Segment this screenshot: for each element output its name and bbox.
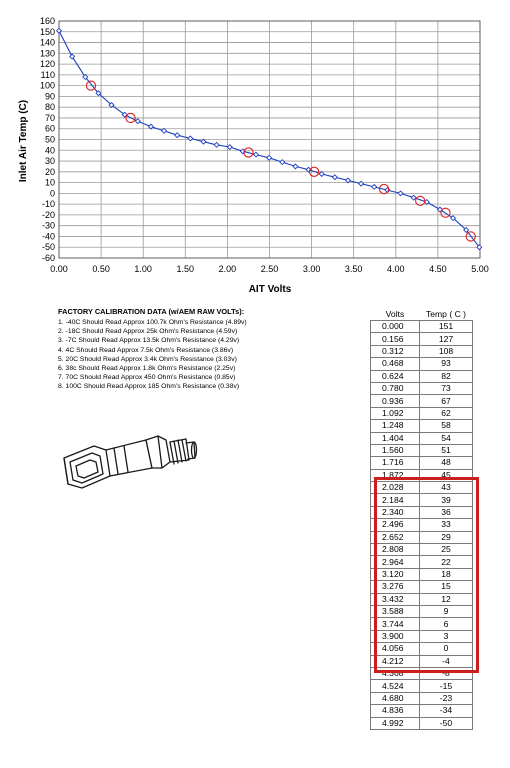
volts-cell: 1.560 bbox=[371, 444, 420, 456]
table-row bbox=[371, 717, 473, 729]
data-point bbox=[149, 124, 154, 129]
y-tick-label: 110 bbox=[40, 69, 55, 80]
table-row bbox=[371, 382, 473, 394]
temp-cell: 33 bbox=[420, 519, 473, 531]
data-point bbox=[332, 175, 337, 180]
volts-cell: 3.432 bbox=[371, 593, 420, 605]
temp-cell: 9 bbox=[420, 605, 473, 617]
calibration-notes bbox=[58, 307, 358, 392]
temp-cell: 39 bbox=[420, 494, 473, 506]
volts-cell: 4.992 bbox=[371, 717, 420, 729]
temp-cell: 6 bbox=[420, 618, 473, 630]
x-tick-label: 3.50 bbox=[344, 264, 363, 274]
volts-cell: 3.900 bbox=[371, 630, 420, 642]
temp-cell: 43 bbox=[420, 482, 473, 494]
volts-cell: 1.716 bbox=[371, 457, 420, 469]
y-tick-label: 80 bbox=[44, 102, 55, 113]
y-tick-label: -50 bbox=[41, 242, 55, 253]
data-point bbox=[267, 155, 272, 160]
volts-cell: 3.744 bbox=[371, 618, 420, 630]
table-row bbox=[371, 407, 473, 419]
temp-cell: -23 bbox=[420, 692, 473, 704]
table-row bbox=[371, 705, 473, 717]
y-tick-label: 30 bbox=[44, 156, 55, 167]
temp-cell: 108 bbox=[420, 345, 473, 357]
y-tick-label: -40 bbox=[41, 231, 55, 242]
y-axis-label: Inlet Air Temp (C) bbox=[18, 99, 29, 183]
temp-cell: -50 bbox=[420, 717, 473, 729]
data-point bbox=[162, 128, 167, 133]
volts-cell: 3.120 bbox=[371, 568, 420, 580]
volts-cell: 2.964 bbox=[371, 556, 420, 568]
temp-cell: 45 bbox=[420, 469, 473, 481]
temp-cell: -4 bbox=[420, 655, 473, 667]
ait-chart bbox=[0, 0, 510, 300]
sensor-illustration bbox=[54, 428, 199, 508]
table-row bbox=[371, 692, 473, 704]
temp-cell: 62 bbox=[420, 407, 473, 419]
x-axis-label: AIT Volts bbox=[248, 284, 292, 295]
table-header-row bbox=[371, 309, 473, 321]
temp-cell: 18 bbox=[420, 568, 473, 580]
temp-cell: -8 bbox=[420, 667, 473, 679]
x-tick-label: 2.00 bbox=[218, 264, 237, 274]
data-point bbox=[293, 164, 298, 169]
volts-cell: 4.680 bbox=[371, 692, 420, 704]
y-tick-label: 40 bbox=[44, 145, 55, 156]
table-row bbox=[371, 457, 473, 469]
x-tick-label: 0.00 bbox=[50, 264, 68, 274]
y-tick-label: 10 bbox=[44, 177, 55, 188]
table-row bbox=[371, 395, 473, 407]
calibration-line: 2. -18C Should Read Approx 25k Ohm's Resistance (4.59v) bbox=[58, 328, 238, 336]
temp-cell: 48 bbox=[420, 457, 473, 469]
calibration-line: 5. 20C Should Read Approx 3.4k Ohm's Resistance (3.03v) bbox=[58, 355, 237, 363]
volts-cell: 1.872 bbox=[371, 469, 420, 481]
temp-cell: 73 bbox=[420, 382, 473, 394]
table-row bbox=[371, 420, 473, 432]
temp-cell: 151 bbox=[420, 321, 473, 333]
x-tick-label: 1.50 bbox=[176, 264, 195, 274]
table-row bbox=[371, 370, 473, 382]
table-row bbox=[371, 358, 473, 370]
volts-cell: 0.780 bbox=[371, 382, 420, 394]
header-temp: Temp ( C ) bbox=[425, 309, 467, 319]
header-volts: Volts bbox=[385, 309, 405, 319]
temp-cell: 22 bbox=[420, 556, 473, 568]
y-tick-label: 20 bbox=[44, 166, 55, 177]
highlight-box bbox=[374, 477, 479, 673]
volts-cell: 1.092 bbox=[371, 407, 420, 419]
volts-cell: 2.808 bbox=[371, 544, 420, 556]
volts-cell: 1.404 bbox=[371, 432, 420, 444]
y-tick-label: 100 bbox=[39, 80, 55, 91]
y-tick-label: -20 bbox=[41, 209, 55, 220]
volts-cell: 2.652 bbox=[371, 531, 420, 543]
volts-cell: 4.368 bbox=[371, 667, 420, 679]
x-tick-label: 4.50 bbox=[429, 264, 447, 274]
volts-cell: 0.468 bbox=[371, 358, 420, 370]
volts-cell: 0.000 bbox=[371, 321, 420, 333]
y-tick-label: 50 bbox=[44, 134, 55, 145]
data-point bbox=[398, 191, 403, 196]
temp-cell: 29 bbox=[420, 531, 473, 543]
volts-cell: 2.340 bbox=[371, 506, 420, 518]
volts-cell: 0.312 bbox=[371, 345, 420, 357]
temp-cell: 12 bbox=[420, 593, 473, 605]
data-point bbox=[57, 28, 62, 33]
temp-cell: 67 bbox=[420, 395, 473, 407]
calibration-title: FACTORY CALIBRATION DATA (w/AEM RAW VOLTs): bbox=[58, 307, 245, 316]
x-tick-label: 5.00 bbox=[471, 264, 489, 274]
data-point bbox=[280, 160, 285, 165]
calibration-line: 8. 100C Should Read Approx 185 Ohm's Resistance (0.38v) bbox=[58, 383, 240, 391]
volts-cell: 2.496 bbox=[371, 519, 420, 531]
temp-cell: 51 bbox=[420, 444, 473, 456]
volts-cell: 2.028 bbox=[371, 482, 420, 494]
data-point bbox=[188, 136, 193, 141]
volts-cell: 1.248 bbox=[371, 420, 420, 432]
y-tick-label: 0 bbox=[49, 188, 55, 199]
table-row bbox=[371, 321, 473, 333]
volts-cell: 0.156 bbox=[371, 333, 420, 345]
y-tick-labels bbox=[40, 16, 55, 263]
data-point bbox=[201, 139, 206, 144]
temp-cell: 127 bbox=[420, 333, 473, 345]
temp-cell: 58 bbox=[420, 420, 473, 432]
y-tick-label: 60 bbox=[44, 123, 55, 134]
temp-cell: 3 bbox=[420, 630, 473, 642]
x-tick-label: 1.00 bbox=[134, 264, 152, 274]
x-tick-label: 2.50 bbox=[260, 264, 279, 274]
chart-grid bbox=[59, 21, 480, 258]
volts-cell: 0.936 bbox=[371, 395, 420, 407]
calibration-line: 7. 70C Should Read Approx 450 Ohm's Resistance (0.85v) bbox=[58, 374, 236, 382]
temp-cell: 82 bbox=[420, 370, 473, 382]
temp-cell: 15 bbox=[420, 581, 473, 593]
table-row bbox=[371, 345, 473, 357]
y-tick-label: 140 bbox=[39, 37, 55, 48]
temp-cell: 93 bbox=[420, 358, 473, 370]
volts-cell: 0.624 bbox=[371, 370, 420, 382]
y-tick-label: -30 bbox=[41, 220, 55, 231]
x-tick-labels bbox=[50, 264, 489, 274]
volts-cell: 4.524 bbox=[371, 680, 420, 692]
y-tick-label: 160 bbox=[39, 16, 55, 26]
volts-cell: 4.212 bbox=[371, 655, 420, 667]
calibration-line: 1. -40C Should Read Approx 100.7k Ohm's Resistance (4.89v) bbox=[58, 319, 247, 326]
table-row bbox=[371, 444, 473, 456]
y-tick-label: 120 bbox=[39, 59, 55, 70]
data-point bbox=[372, 185, 377, 190]
data-point bbox=[227, 145, 232, 150]
y-tick-label: 90 bbox=[44, 91, 55, 102]
temp-cell: 54 bbox=[420, 432, 473, 444]
data-point bbox=[135, 119, 140, 124]
temp-cell: -34 bbox=[420, 705, 473, 717]
data-point bbox=[319, 172, 324, 177]
temp-cell: 36 bbox=[420, 506, 473, 518]
calibration-line: 3. -7C Should Read Approx 13.5k Ohm's Resistance (4.29v) bbox=[58, 337, 240, 345]
volts-cell: 3.276 bbox=[371, 581, 420, 593]
calibration-line: 4. 4C Should Read Approx 7.5k Ohm's Resistance (3.86v) bbox=[58, 346, 234, 354]
volts-cell: 4.836 bbox=[371, 705, 420, 717]
data-point bbox=[346, 178, 351, 183]
volts-cell: 4.056 bbox=[371, 643, 420, 655]
calibration-line: 6. 38c Should Read Approx 1.8k Ohm's Resistance (2.25v) bbox=[58, 365, 236, 373]
data-point bbox=[254, 152, 259, 157]
volts-cell: 3.588 bbox=[371, 605, 420, 617]
data-point bbox=[214, 142, 219, 147]
data-point bbox=[359, 181, 364, 186]
x-tick-label: 0.50 bbox=[92, 264, 110, 274]
x-tick-label: 3.00 bbox=[302, 264, 321, 274]
data-point bbox=[175, 133, 180, 138]
y-tick-label: -60 bbox=[41, 253, 55, 263]
volts-cell: 2.184 bbox=[371, 494, 420, 506]
table-row bbox=[371, 333, 473, 345]
table-row bbox=[371, 432, 473, 444]
y-tick-label: 70 bbox=[44, 112, 55, 123]
temp-cell: 0 bbox=[420, 643, 473, 655]
data-point bbox=[70, 54, 75, 59]
temp-cell: 25 bbox=[420, 544, 473, 556]
x-tick-label: 4.00 bbox=[387, 264, 405, 274]
y-tick-label: 130 bbox=[39, 48, 55, 59]
y-tick-label: -10 bbox=[41, 199, 55, 210]
temp-cell: -15 bbox=[420, 680, 473, 692]
table-row bbox=[371, 680, 473, 692]
y-tick-label: 150 bbox=[39, 26, 55, 37]
